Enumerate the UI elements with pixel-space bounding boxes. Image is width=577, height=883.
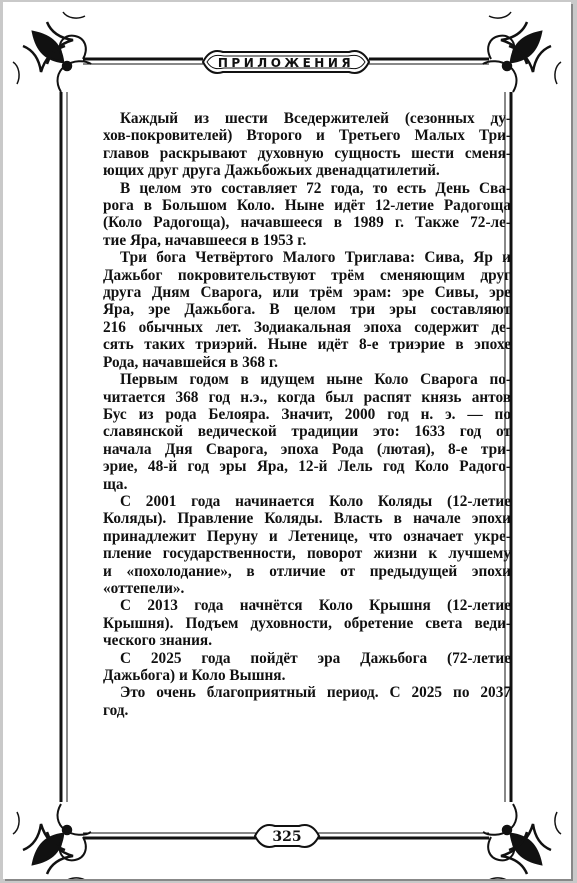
text-line: ща. <box>103 475 128 493</box>
paragraph <box>103 249 511 371</box>
text-line: главов раскрывают духовную сущность шести сменя- <box>103 144 511 162</box>
text-line: Крышня). Подъем духовности, обретение света веди- <box>103 614 511 632</box>
text-line: ческого знания. <box>103 632 213 650</box>
text-line: сять таких триэрий. Ныне идёт 8-е триэрие в эпохе <box>103 336 511 354</box>
text-line: Бус из рода Белояра. Значит, 2000 год н. э. — по <box>103 405 511 423</box>
text-line: Дажьбог покровительствуют трём сменяющим друг <box>103 266 511 284</box>
paragraph <box>103 650 511 685</box>
text-line: тие Яра, начавшееся в 1953 г. <box>103 231 307 249</box>
text-line: Дажьбога) и Коло Вышня. <box>103 667 286 684</box>
text-line: Каждый из шести Вседержителей (сезонных ду- <box>120 110 511 127</box>
text-line: С 2013 года начнётся Коло Крышня (12-летие <box>120 597 511 615</box>
page-number: 325 <box>272 829 302 845</box>
text-line: начала Дня Сварога, эпоха Рода (лютая), 8-е три- <box>103 440 511 458</box>
text-line: и «похолодание», в отличие от предыдущей эпохи <box>103 562 511 580</box>
text-line: С 2025 года пойдёт эра Дажьбога (72-летие <box>120 649 511 667</box>
text-line: «оттепели». <box>103 579 185 597</box>
text-line: 216 обычных лет. Зодиакальная эпоха содержит де- <box>103 318 511 336</box>
text-line: друга Дням Сварога, или трём эрам: эре Сивы, эре <box>103 284 511 302</box>
text-line: принадлежит Перуну и Летенице, что означает укре- <box>103 527 511 545</box>
text-line: читается 368 год н.э., когда был распят князь антов <box>103 388 511 406</box>
paragraph <box>103 684 511 719</box>
page-header-title: ПРИЛОЖЕНИЯ <box>217 56 355 70</box>
text-line: Первым годом в идущем ныне Коло Сварога по- <box>120 371 511 389</box>
paragraph <box>103 371 511 493</box>
text-line: (Коло Радогоща), начавшееся в 1989 г. Также 72-ле- <box>103 214 511 232</box>
text-line: пление государственности, поворот жизни к лучшему <box>103 545 511 563</box>
text-line: Рода, начавшейся в 368 г. <box>103 353 278 371</box>
text-line: Это очень благоприятный период. С 2025 по 2037 <box>120 684 511 702</box>
text-line: год. <box>103 701 129 719</box>
text-line: рога в Большом Коло. Ныне идёт 12-летие Радогоща <box>103 197 511 215</box>
text-line: Три бога Четвёртого Малого Триглава: Сива, Яр и <box>120 249 511 267</box>
body-text <box>103 110 511 719</box>
text-line: славянской ведической традиции это: 1633 год от <box>103 423 511 441</box>
text-line: эрие, 48-й год эры Яра, 12-й Лель год Коло Радого- <box>103 458 511 476</box>
paragraph <box>103 493 511 597</box>
text-line: Коляды). Правление Коляды. Власть в начале эпохи <box>103 510 511 528</box>
text-line: С 2001 года начинается Коло Коляды (12-летие <box>120 492 511 510</box>
paragraph <box>103 180 511 250</box>
text-line: В целом это составляет 72 года, то есть День Сва- <box>120 179 511 197</box>
text-line: ющих друг друга Дажьбожьих двенадцатилетий. <box>103 162 440 180</box>
paragraph <box>103 110 511 180</box>
book-page <box>3 2 571 879</box>
paragraph <box>103 597 511 649</box>
text-line: хов-покровителей) Второго и Третьего Малых Три- <box>103 127 511 145</box>
text-line: Яра, эре Дажьбога. В целом три эры составляют <box>103 301 511 319</box>
